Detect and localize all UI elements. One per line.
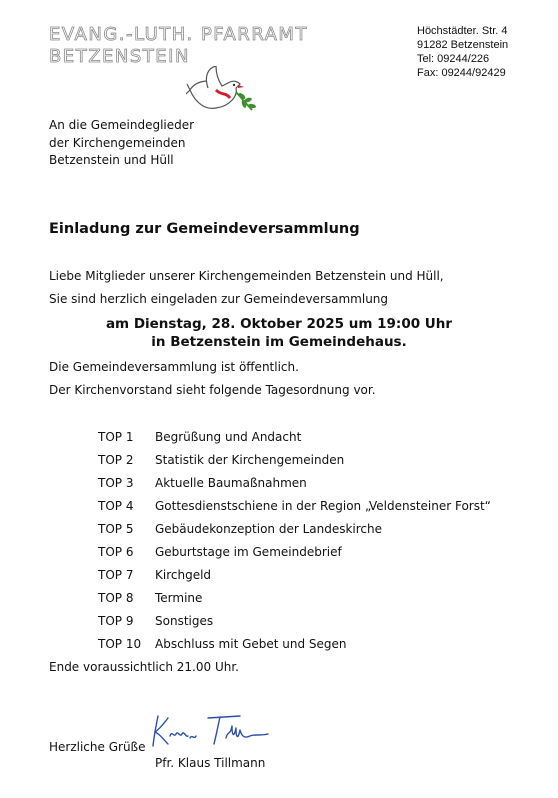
agenda-title: Kirchgeld [155,568,212,582]
agenda-number: TOP 5 [98,522,134,536]
info-line-2: Der Kirchenvorstand sieht folgende Tagesordnung vor. [49,383,376,397]
info-line-1: Die Gemeindeversammlung ist öffentlich. [49,360,299,374]
handwritten-signature [150,712,280,756]
agenda-title: Begrüßung und Andacht [155,430,302,444]
agenda-number: TOP 4 [98,499,134,513]
org-name-line-2: BETZENSTEIN [49,46,190,67]
agenda-number: TOP 6 [98,545,134,559]
agenda-title: Abschluss mit Gebet und Segen [155,637,347,651]
agenda-number: TOP 7 [98,568,134,582]
agenda-number: TOP 2 [98,453,134,467]
recipient-line-2: der Kirchengemeinden [49,136,186,150]
end-note: Ende voraussichtlich 21.00 Uhr. [49,660,239,674]
intro-line-1: Liebe Mitglieder unserer Kirchengemeinden Betzenstein und Hüll, [49,269,444,283]
sender-phone: Tel: 09244/226 [417,53,490,65]
agenda-title: Geburtstage im Gemeindebrief [155,545,342,559]
agenda-number: TOP 8 [98,591,134,605]
sender-city: 91282 Betzenstein [417,39,509,51]
agenda-title: Termine [155,591,203,605]
intro-line-2: Sie sind herzlich eingeladen zur Gemeindeversammlung [49,292,389,306]
agenda-title: Statistik der Kirchengemeinden [155,453,345,467]
meeting-date: am Dienstag, 28. Oktober 2025 um 19:00 Uhr [105,316,453,332]
agenda-title: Gebäudekonzeption der Landeskirche [155,522,383,536]
agenda-title: Gottesdienstschiene in der Region „Veldensteiner Forst“ [155,499,491,513]
agenda-title: Aktuelle Baumaßnahmen [155,476,307,490]
meeting-place: in Betzenstein im Gemeindehaus. [151,334,407,350]
agenda-number: TOP 10 [98,637,142,651]
sender-street: Höchstädter. Str. 4 [417,25,508,37]
recipient-line-1: An die Gemeindeglieder [49,118,195,132]
signatory-name: Pfr. Klaus Tillmann [155,756,266,770]
sender-address [417,24,508,80]
agenda-number: TOP 9 [98,614,134,628]
dove-with-olive-branch-icon [186,66,258,122]
closing-greeting: Herzliche Grüße [49,740,146,754]
document-title: Einladung zur Gemeindeversammlung [49,221,360,237]
agenda-number: TOP 3 [98,476,134,490]
recipient-line-3: Betzenstein und Hüll [49,153,174,167]
agenda-title: Sonstiges [155,614,214,628]
sender-fax: Fax: 09244/92429 [417,67,506,79]
agenda-number: TOP 1 [98,430,134,444]
org-name-line-1: EVANG.-LUTH. PFARRAMT [49,24,308,45]
